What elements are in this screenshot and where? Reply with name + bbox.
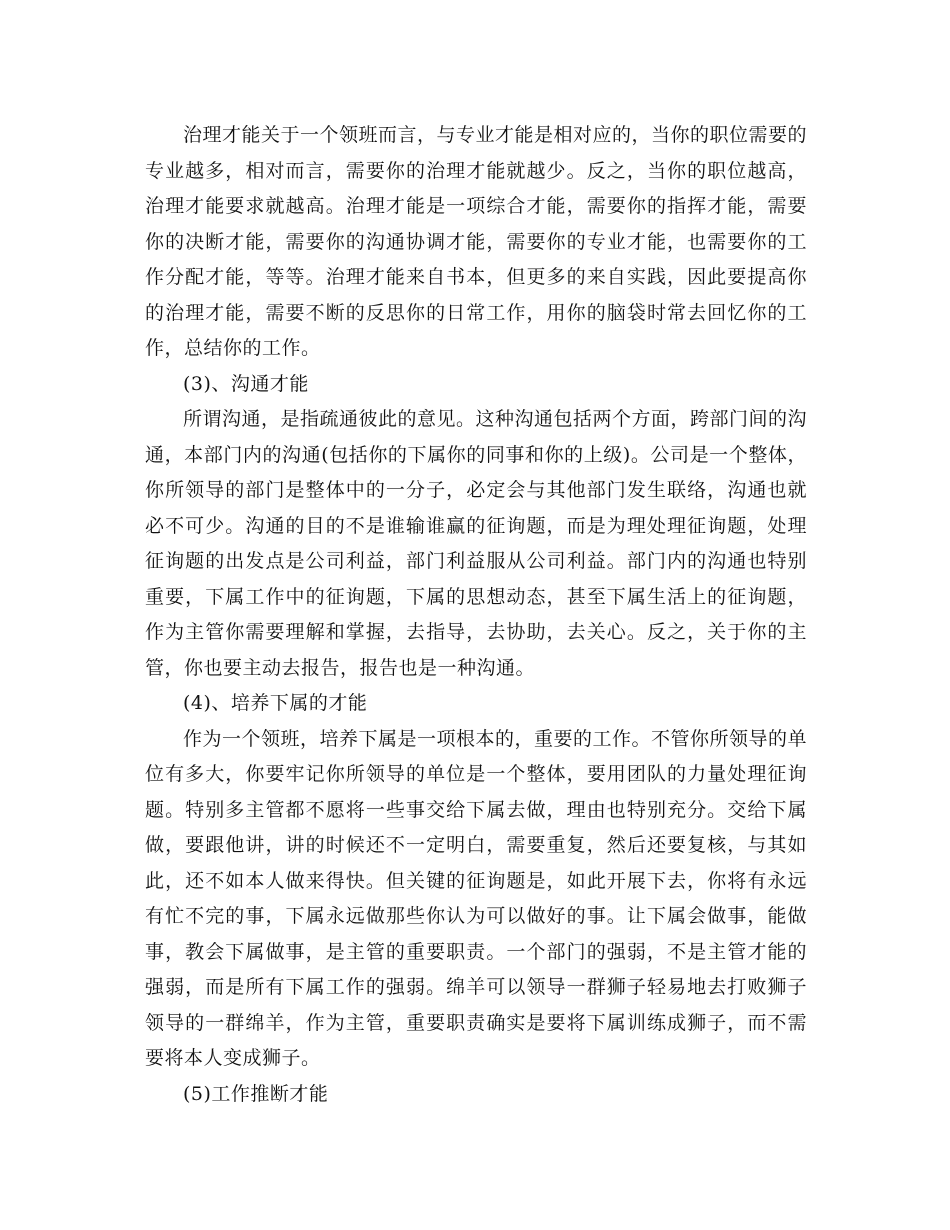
paragraph-communication: 所谓沟通，是指疏通彼此的意见。这种沟通包括两个方面，跨部门间的沟通，本部门内的沟通(包括你的下属你的同事和你的上级)。公司是一个整体，你所领导的部门是整体中的一分子，必定会与其他部门发生联络，沟通也就必不可少。沟通的目的不是谁输谁赢的征询题，而是为理处理征询题，处理征询题的出发点是公司利益，部门利益服从公司利益。部门内的沟通也特别重要，下属工作中的征询题，下属的思想动态，甚至下属生活上的征询题，作为主管你需要理解和掌握，去指导，去协助，去关心。反之，关于你的主管，你也要主动去报告，报告也是一种沟通。 (145, 408, 808, 679)
paragraph-training-subordinates: 作为一个领班，培养下属是一项根本的，重要的工作。不管你所领导的单位有多大，你要牢记你所领导的单位是一个整体，要用团队的力量处理征询题。特别多主管都不愿将一些事交给下属去做，理由也特别充分。交给下属做，要跟他讲，讲的时候还不一定明白，需要重复，然后还要复核，与其如此，还不如本人做来得快。但关键的征询题是，如此开展下去，你将有永远有忙不完的事，下属永远做那些你认为可以做好的事。让下属会做事，能做事，教会下属做事，是主管的重要职责。一个部门的强弱，不是主管才能的强弱，而是所有下属工作的强弱。绵羊可以领导一群狮子轻易地去打败狮子领导的一群绵羊，作为主管，重要职责确实是要将下属训练成狮子，而不需要将本人变成狮子。 (145, 727, 808, 1069)
heading-training-subordinates: (4)、培养下属的才能 (183, 692, 368, 714)
heading-work-judgment: (5)工作推断才能 (183, 1082, 329, 1105)
heading-communication-ability: (3)、沟通才能 (183, 372, 309, 395)
paragraph-management-ability: 治理才能关于一个领班而言，与专业才能是相对应的，当你的职位需要的专业越多，相对而言，需要你的治理才能就越少。反之，当你的职位越高，治理才能要求就越高。治理才能是一项综合才能，需要你的指挥才能，需要你的决断才能，需要你的沟通协调才能，需要你的专业才能，也需要你的工作分配才能，等等。治理才能来自书本，但更多的来自实践，因此要提高你的治理才能，需要不断的反思你的日常工作，用你的脑袋时常去回忆你的工作，总结你的工作。 (145, 124, 808, 359)
document-body (145, 118, 807, 1112)
